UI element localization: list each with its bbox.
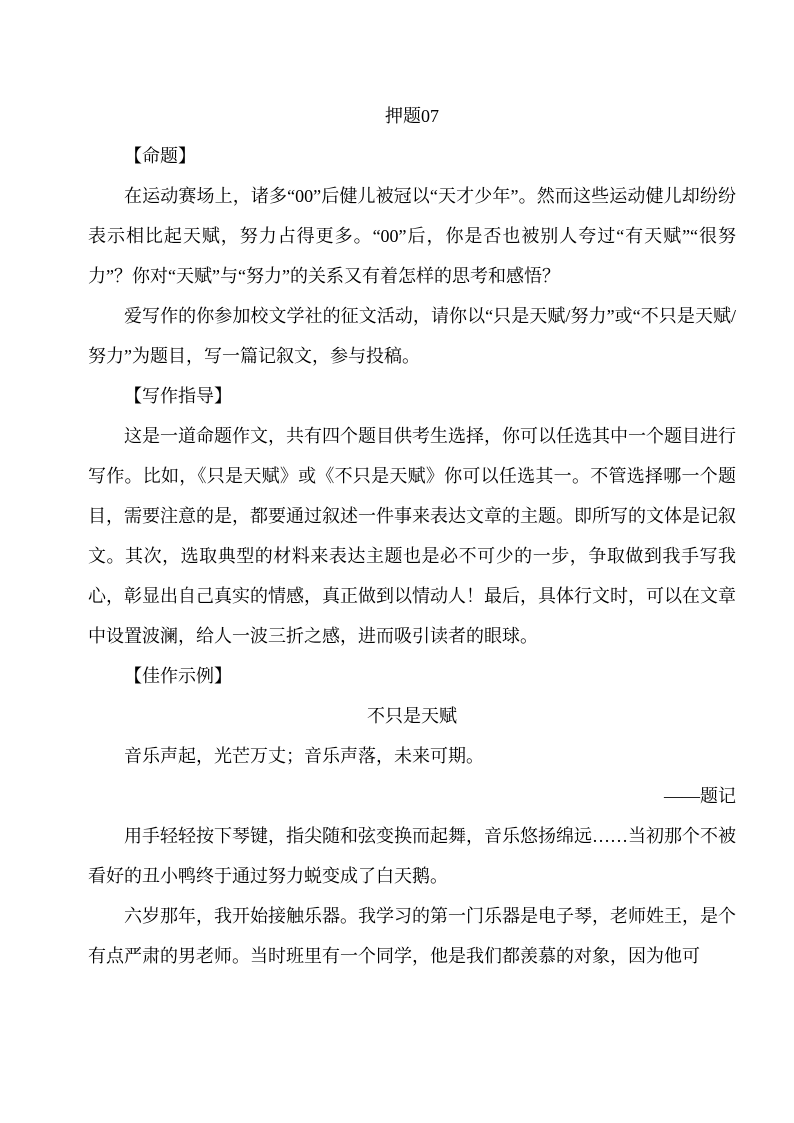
essay-epigraph-byline: ——题记: [664, 786, 736, 806]
zhidao-paragraph-1: 这是一道命题作文，共有四个题目供考生选择，你可以任选其中一个题目进行写作。比如，《只是天赋》或《不只是天赋》你可以任选其一。不管选择哪一个题目，需要注意的是，都要通过叙述一件事来表达文章的主题。即所写的文体是记叙文。其次，选取典型的材料来表达主题也是必不可少的一步，争取做到我手写我心，彰显出自己真实的情感，真正做到以情动人！最后，具体行文时，可以在文章中设置波澜，给人一波三折之感，进而吸引读者的眼球。: [88, 426, 736, 646]
mingti-paragraph-1: 在运动赛场上，诸多“00”后健儿被冠以“天才少年”。然而这些运动健儿却纷纷表示相比起天赋，努力占得更多。“00”后，你是否也被别人夸过“有天赋”“很努力”？你对“天赋”与“努力”的关系又有着怎样的思考和感悟？: [88, 186, 736, 286]
essay-title: 不只是天赋: [367, 706, 457, 726]
document-title: 押题07: [385, 106, 439, 126]
section-heading-zhidao: 【写作指导】: [124, 386, 232, 406]
essay-paragraph-1: 用手轻轻按下琴键，指尖随和弦变换而起舞，音乐悠扬绵远……当初那个不被看好的丑小鸭终于通过努力蜕变成了白天鹅。: [88, 826, 736, 886]
essay-epigraph: 音乐声起，光芒万丈；音乐声落，未来可期。: [124, 746, 484, 766]
mingti-paragraph-2: 爱写作的你参加校文学社的征文活动，请你以“只是天赋/努力”或“不只是天赋/努力”为题目，写一篇记叙文，参与投稿。: [88, 306, 736, 366]
section-heading-mingti: 【命题】: [124, 146, 196, 166]
essay-paragraph-2: 六岁那年，我开始接触乐器。我学习的第一门乐器是电子琴，老师姓王，是个有点严肃的男老师。当时班里有一个同学，他是我们都羡慕的对象，因为他可: [88, 906, 736, 966]
section-heading-shili: 【佳作示例】: [124, 666, 232, 686]
